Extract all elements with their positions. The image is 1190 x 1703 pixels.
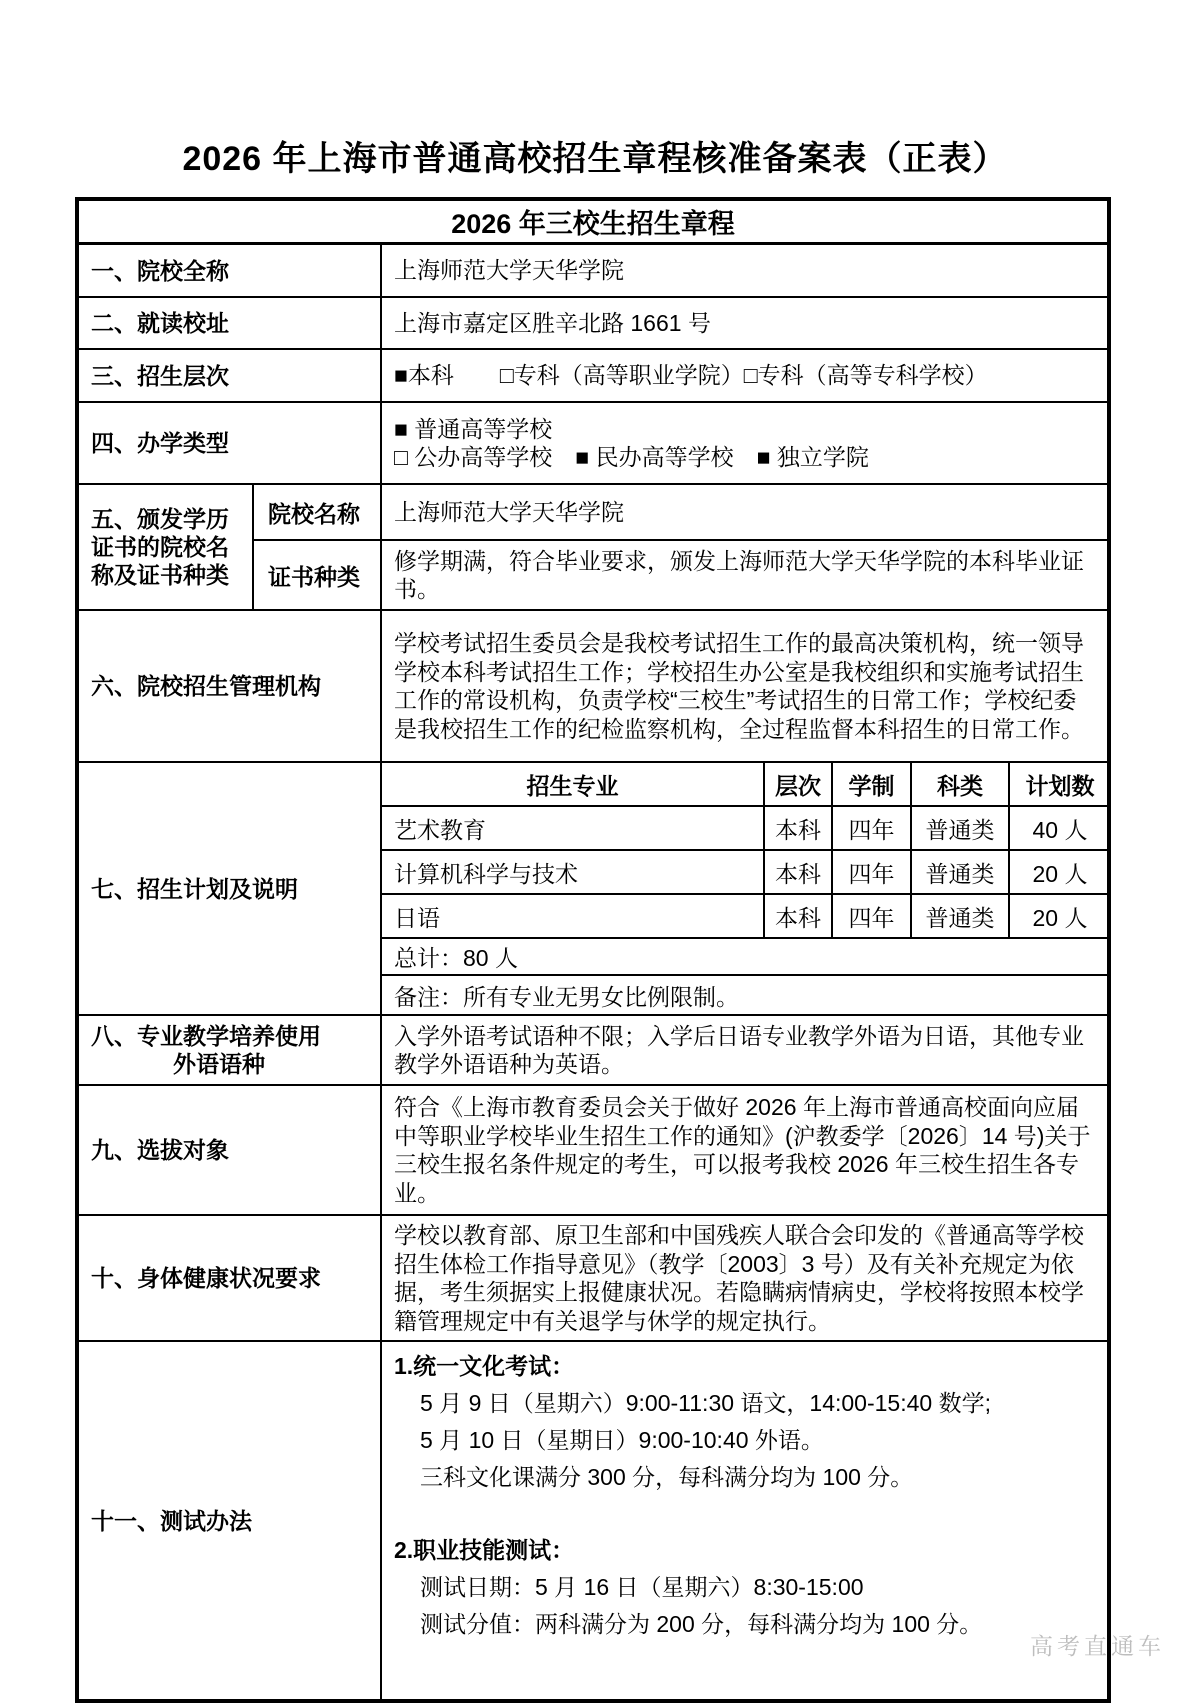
plan-major: 艺术教育: [382, 806, 764, 850]
certificate-type-sublabel: 证书种类: [253, 540, 381, 610]
row-test-method-label: 十一、测试办法: [77, 1341, 381, 1701]
exam-schedule-line: 5 月 10 日（星期日）9:00-10:40 外语。: [420, 1427, 824, 1453]
row-admission-level: [77, 349, 1109, 402]
test-score-line: 测试分值：两科满分为 200 分，每科满分均为 100 分。: [420, 1611, 983, 1637]
plan-header-quota: 计划数: [1009, 763, 1110, 806]
table-title-row: [77, 199, 1109, 244]
row-admission-level-label: 三、招生层次: [77, 349, 381, 402]
plan-category: 普通类: [911, 894, 1009, 938]
certificate-college-sublabel: 院校名称: [253, 484, 381, 540]
row-test-method: [77, 1341, 1109, 1701]
plan-row-art-education: [382, 806, 1110, 850]
row-college-name: [77, 244, 1109, 298]
plan-quota: 20 人: [1009, 894, 1110, 938]
row-admission-level-value: ■本科 □专科（高等职业学院）□专科（高等专科学校）: [381, 349, 1109, 402]
row-admission-organization-label: 六、院校招生管理机构: [77, 610, 381, 762]
plan-total-row: [382, 938, 1110, 975]
test-date-line: 测试日期：5 月 16 日（星期六）8:30-15:00: [420, 1574, 864, 1600]
plan-note: 备注：所有专业无男女比例限制。: [382, 975, 1110, 1014]
row-school-type-value: [381, 402, 1109, 484]
plan-header-category: 科类: [911, 763, 1009, 806]
admission-form-table: [75, 197, 1111, 1703]
plan-level: 本科: [764, 806, 832, 850]
plan-duration: 四年: [832, 806, 911, 850]
row-health-requirements-label: 十、身体健康状况要求: [77, 1215, 381, 1341]
row-school-type-label: 四、办学类型: [77, 402, 381, 484]
unified-culture-exam-heading: 1.统一文化考试：: [394, 1353, 575, 1379]
plan-duration: 四年: [832, 894, 911, 938]
exam-score-line: 三科文化课满分 300 分，每科满分均为 100 分。: [420, 1464, 914, 1490]
unified-culture-exam-section: [394, 1348, 1095, 1496]
row-college-name-label: 一、院校全称: [77, 244, 381, 298]
plan-quota: 40 人: [1009, 806, 1110, 850]
row-foreign-language-label: [77, 1015, 381, 1085]
certificate-college-value: 上海师范大学天华学院: [381, 484, 1109, 540]
plan-category: 普通类: [911, 806, 1009, 850]
row-certificate-college: [77, 484, 1109, 540]
page-title: 2026 年上海市普通高校招生章程核准备案表（正表）: [182, 140, 1008, 178]
row-enrollment-plan-label: 七、招生计划及说明: [77, 762, 381, 1015]
vocational-skill-test-section: [394, 1532, 1095, 1643]
row-selection-targets-label: 九、选拔对象: [77, 1085, 381, 1215]
row-health-requirements: [77, 1215, 1109, 1341]
plan-level: 本科: [764, 850, 832, 894]
row-test-method-value: [381, 1341, 1109, 1701]
row-school-type: [77, 402, 1109, 484]
plan-duration: 四年: [832, 850, 911, 894]
row-enrollment-plan: [77, 762, 1109, 1015]
row-admission-organization-value: 学校考试招生委员会是我校考试招生工作的最高决策机构，统一领导学校本科考试招生工作；学校招生办公室是我校组织和实施考试招生工作的常设机构，负责学校“三校生”考试招生的日常工作；学校纪委是我校招生工作的纪检监察机构，全过程监督本科招生的日常工作。: [381, 610, 1109, 762]
enrollment-plan-table: [382, 763, 1110, 1014]
row-campus-address-value: 上海市嘉定区胜辛北路 1661 号: [381, 297, 1109, 349]
row-health-requirements-value: 学校以教育部、原卫生部和中国残疾人联合会印发的《普通高等学校招生体检工作指导意见》（教学〔2003〕3 号）及有关补充规定为依据，考生须据实上报健康状况。若隐瞒病情病史，学校将按照本校学籍管理规定中有关退学与休学的规定执行。: [381, 1215, 1109, 1341]
foreign-language-label-line2: 外语语种: [173, 1051, 265, 1077]
enrollment-plan-cell: [381, 762, 1109, 1015]
watermark: 高考直通车: [1030, 1633, 1165, 1659]
foreign-language-label-line1: 八、专业教学培养使用: [91, 1023, 321, 1049]
plan-major: 日语: [382, 894, 764, 938]
row-selection-targets-value: 符合《上海市教育委员会关于做好 2026 年上海市普通高校面向应届中等职业学校毕业生招生工作的通知》(沪教委学〔2026〕14 号)关于三校生报名条件规定的考生，可以报考我校 2026 年三校生招生各专业。: [381, 1085, 1109, 1215]
row-certificate-label: 五、颁发学历证书的院校名称及证书种类: [77, 484, 253, 610]
row-foreign-language-value: 入学外语考试语种不限；入学后日语专业教学外语为日语，其他专业教学外语语种为英语。: [381, 1015, 1109, 1085]
plan-header-major: 招生专业: [382, 763, 764, 806]
row-campus-address-label: 二、就读校址: [77, 297, 381, 349]
school-type-line1: ■ 普通高等学校: [394, 415, 553, 442]
row-admission-organization: [77, 610, 1109, 762]
row-selection-targets: [77, 1085, 1109, 1215]
plan-category: 普通类: [911, 850, 1009, 894]
plan-header-duration: 学制: [832, 763, 911, 806]
school-type-line2: □ 公办高等学校 ■ 民办高等学校 ■ 独立学院: [394, 444, 869, 470]
row-college-name-value: 上海师范大学天华学院: [381, 244, 1109, 298]
certificate-type-value: 修学期满，符合毕业要求，颁发上海师范大学天华学院的本科毕业证书。: [381, 540, 1109, 610]
table-title: 2026 年三校生招生章程: [77, 199, 1109, 244]
row-campus-address: [77, 297, 1109, 349]
plan-level: 本科: [764, 894, 832, 938]
plan-total: 总计：80 人: [382, 938, 1110, 975]
plan-row-computer-science: [382, 850, 1110, 894]
plan-note-row: [382, 975, 1110, 1014]
vocational-skill-test-heading: 2.职业技能测试：: [394, 1537, 575, 1563]
plan-header-level: 层次: [764, 763, 832, 806]
plan-quota: 20 人: [1009, 850, 1110, 894]
exam-schedule-line: 5 月 9 日（星期六）9:00-11:30 语文，14:00-15:40 数学;: [420, 1390, 991, 1416]
plan-major: 计算机科学与技术: [382, 850, 764, 894]
plan-row-japanese: [382, 894, 1110, 938]
row-foreign-language: [77, 1015, 1109, 1085]
plan-header-row: [382, 763, 1110, 806]
